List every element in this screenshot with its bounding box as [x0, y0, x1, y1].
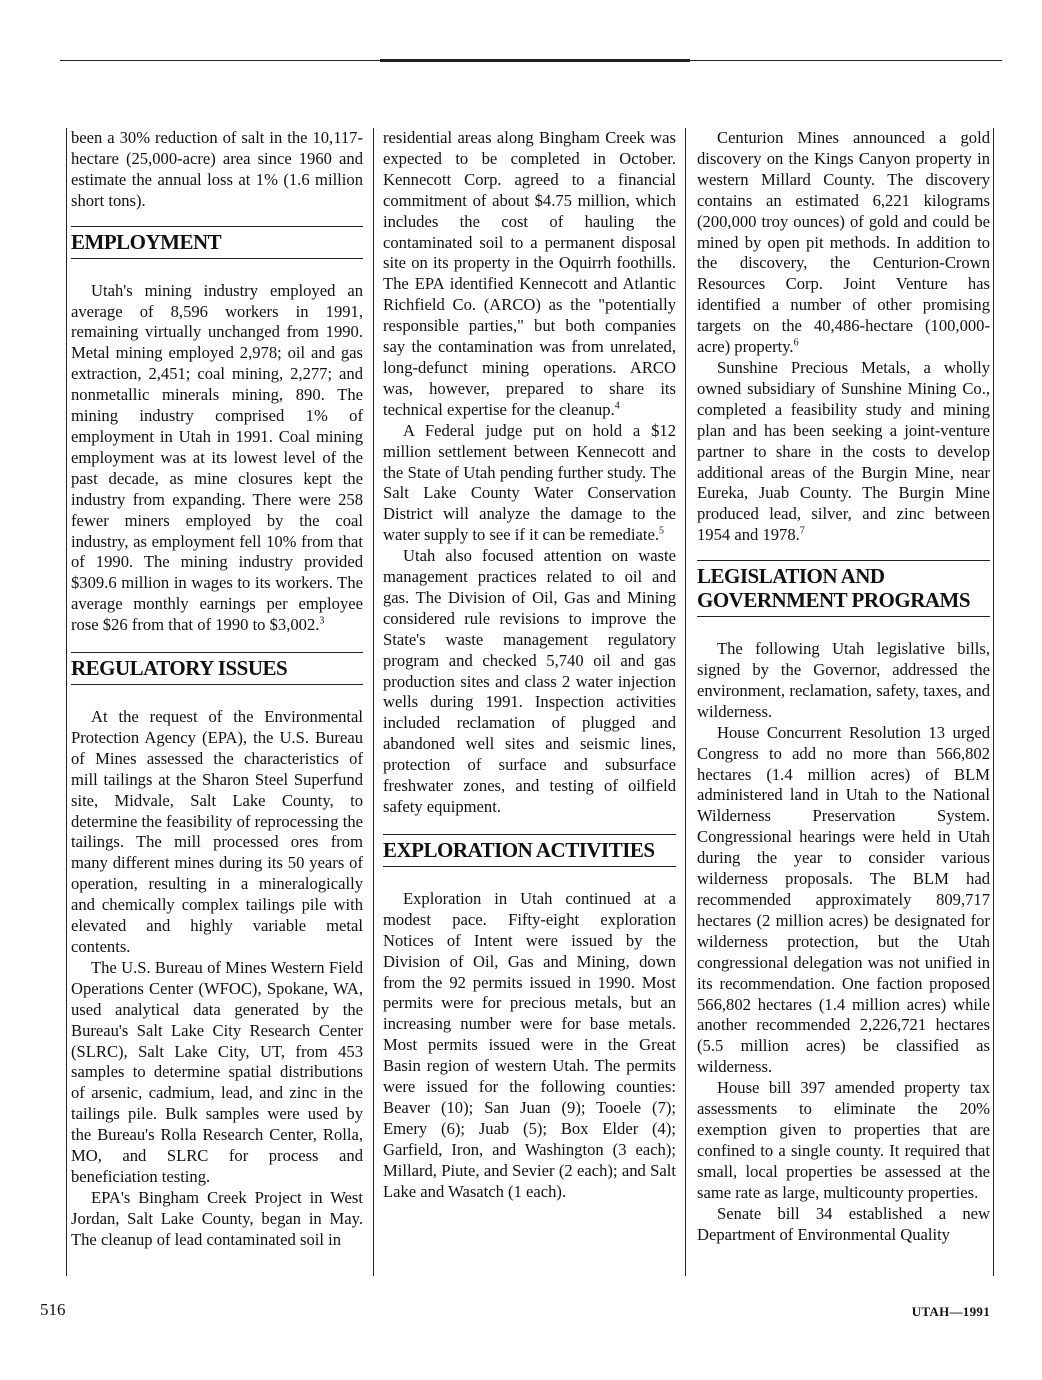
heading-exploration-activities: EXPLORATION ACTIVITIES: [383, 834, 676, 867]
paragraph-sunshine: Sunshine Precious Metals, a wholly owned subsidiary of Sunshine Mining Co., completed a feasibility study and mining plan and has been seeking a joint-venture partner to share in the costs to develop additional areas of the Burgin Mine, near Eureka, Juab County. The Burgin Mine produced lead, silver, and zinc between 1954 and 1978.$^7$: [697, 357, 990, 545]
paragraph-salt-continuation: been a 30% reduction of salt in the 10,117-hectare (25,000-acre) area since 1960 and estimate the annual loss at 1% (1.6 million short tons).: [71, 128, 363, 210]
paragraph-waste-management: Utah also focused attention on waste management practices related to oil and gas. The Division of Oil, Gas and Mining considered rule revisions to improve the State's waste management regulatory program and checked 5,740 oil and gas production sites and class 2 water injection wells during 1991. Inspection activities included reclamation of plugged and abandoned well sites and seismic lines, protection of surface and subsurface freshwater zones, and testing of oilfield safety equipment.: [383, 546, 676, 816]
column-2: [383, 128, 676, 1203]
heading-regulatory-issues: REGULATORY ISSUES: [71, 652, 363, 685]
paragraph-sb-34: Senate bill 34 established a new Department of Environmental Quality: [697, 1203, 990, 1244]
heading-legislation: LEGISLATION AND GOVERNMENT PROGRAMS: [697, 560, 990, 617]
column-rule-1-2: [373, 128, 374, 1276]
paragraph-regulatory-2: The U.S. Bureau of Mines Western Field Operations Center (WFOC), Spokane, WA, used analytical data generated by the Bureau's Salt Lake City Research Center (SLRC), Salt Lake City, UT, from 453 samples to determine spatial distributions of arsenic, cadmium, lead, and zinc in the tailings pile. Bulk samples were used by the Bureau's Rolla Research Center, Rolla, MO, and SLRC for process and beneficiation testing.: [71, 957, 363, 1186]
paragraph-exploration: Exploration in Utah continued at a modest pace. Fifty-eight exploration Notices of Intent were issued by the Division of Oil, Gas and Mining, down from the 92 permits issued in 1990. Most permits were for precious metals, but an increasing number were for base metals. Most permits issued were in the Great Basin region of western Utah. The permits were issued for the following counties: Beaver (10); San Juan (9); Tooele (7); Emery (6); Juab (5); Box Elder (4); Garfield, Iron, and Washington (3 each); Millard, Piute, and Sevier (2 each); and Salt Lake and Wasatch (1 each).: [383, 888, 676, 1201]
paragraph-employment: Utah's mining industry employed an average of 8,596 workers in 1991, remaining virtually unchanged from 1990. Metal mining employed 2,978; oil and gas extraction, 2,451; coal mining, 2,277; and nonmetallic minerals mining, 890. The mining industry comprised 1% of employment in Utah in 1991. Coal mining employment was at its lowest level of the past decade, as mine closures kept the industry from expanding. There were 258 fewer miners employed by the coal industry, as employment fell 10% from that of 1990. The mining industry provided $309.6 million in wages to its workers. The average monthly earnings per employee rose $26 from that of 1990 to $3,002.$^3$: [71, 280, 363, 635]
paragraph-regulatory-1: At the request of the Environmental Protection Agency (EPA), the U.S. Bureau of Mines assessed the characteristics of mill tailings at the Sharon Steel Superfund site, Midvale, Salt Lake County, to determine the feasibility of reprocessing the tailings. The mill processed ores from many different mines during its 50 years of operation, resulting in a mineralogically and chemically complex tailings pile with elevated and highly variable metal contents.: [71, 707, 363, 956]
paragraph-hb-397: House bill 397 amended property tax assessments to eliminate the 20% exemption given to properties that are confined to a single county. It required that small, local properties be assessed at the same rate as large, multicounty properties.: [697, 1078, 990, 1202]
paragraph-bingham-continuation: residential areas along Bingham Creek was expected to be completed in October. Kennecott Corp. agreed to a financial commitment of about $4.75 million, which includes the cost of hauling the contaminated soil to a permanent disposal site on its property in the Oquirrh foothills. The EPA identified Kennecott and Atlantic Richfield Co. (ARCO) as the "potentially responsible parties," but both companies say the contamination was from unrelated, long-defunct mining operations. ARCO was, however, prepared to share its technical expertise for the cleanup.$^4$: [383, 128, 676, 419]
paragraph-centurion: Centurion Mines announced a gold discovery on the Kings Canyon property in western Millard County. The discovery contains an estimated 6,221 kilograms (200,000 troy ounces) of gold and could be mined by open pit methods. In addition to the discovery, the Centurion-Crown Resources Corp. Joint Venture has identified a number of other promising targets on the 40,486-hectare (100,000-acre) property.$^6$: [697, 128, 990, 357]
paragraph-legislation-intro: The following Utah legislative bills, signed by the Governor, addressed the environment, reclamation, safety, taxes, and wilderness.: [697, 639, 990, 721]
page-number: 516: [40, 1300, 66, 1319]
column-rule-right: [993, 128, 994, 1276]
running-head: UTAH—1991: [911, 1304, 990, 1319]
top-rule-accent: [380, 59, 690, 62]
heading-employment: EMPLOYMENT: [71, 226, 363, 259]
column-3: [697, 128, 990, 1245]
column-1: [71, 128, 363, 1251]
column-rule-2-3: [685, 128, 686, 1276]
paragraph-regulatory-3: EPA's Bingham Creek Project in West Jordan, Salt Lake County, began in May. The cleanup of lead contaminated soil in: [71, 1187, 363, 1249]
paragraph-federal-judge: A Federal judge put on hold a $12 million settlement between Kennecott and the State of Utah pending further study. The Salt Lake County Water Conservation District will analyze the damage to the water supply to see if it can be remediate.$^5$: [383, 420, 676, 545]
column-rule-left: [66, 128, 67, 1276]
paragraph-hcr-13: House Concurrent Resolution 13 urged Congress to add no more than 566,802 hectares (1.4 million acres) of BLM administered land in Utah to the National Wilderness Preservation System. Congressional hearings were held in Utah during the year to consider various wilderness proposals. The BLM had recommended approximately 809,717 hectares (2 million acres) be designated for wilderness protection, but the Utah congressional delegation was not unified in its recommendation. One faction proposed 566,802 hectares (1.4 million acres) while another recommended 2,226,721 hectares (5.5 million acres) be classified as wilderness.: [697, 722, 990, 1077]
